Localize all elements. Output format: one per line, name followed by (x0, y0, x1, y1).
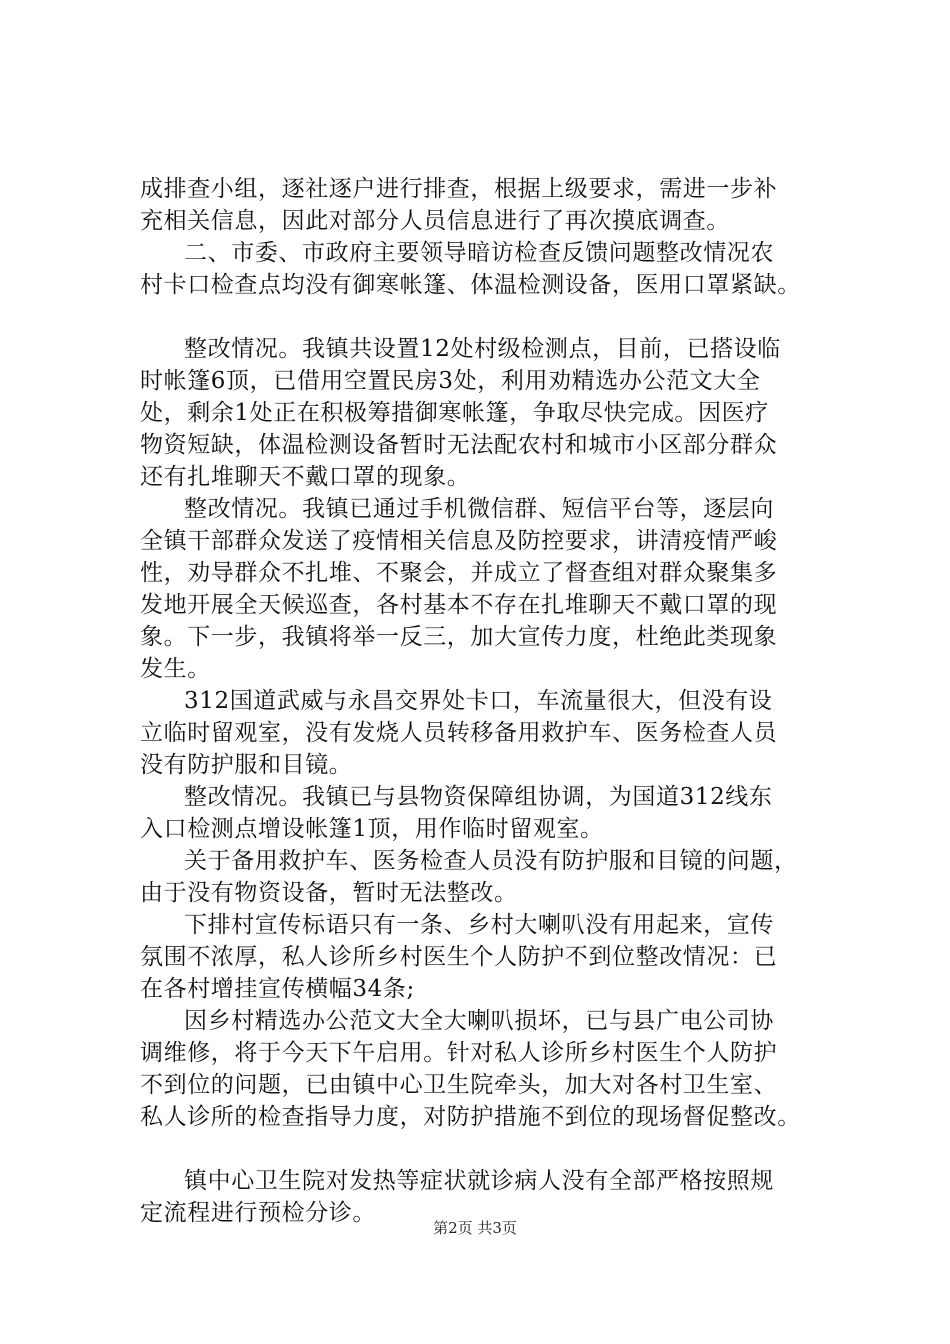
text-line: 全镇干部群众发送了疫情相关信息及防控要求，讲清疫情严峻 (140, 528, 778, 554)
text-line: 不到位的问题，已由镇中心卫生院牵头，加大对各村卫生室、 (140, 1072, 778, 1098)
paragraph-gap (140, 1133, 852, 1165)
page-number-footer: 第2页 共3页 (433, 1219, 517, 1237)
text-line: 处，剩余1处正在积极筹措御寒帐篷，争取尽快完成。因医疗 (140, 400, 769, 426)
paragraph-gap (140, 301, 852, 333)
text-line: 关于备用救护车、医务检查人员没有防护服和目镜的问题， (184, 848, 798, 874)
text-line: 村卡口检查点均没有御寒帐篷、体温检测设备，医用口罩紧缺。 (140, 272, 801, 298)
text-line: 还有扎堆聊天不戴口罩的现象。 (140, 464, 471, 490)
text-line: 因乡村精选办公范文大全大喇叭损坏，已与县广电公司协 (184, 1008, 774, 1034)
text-line: 成排查小组，逐社逐户进行排查，根据上级要求，需进一步补 (140, 176, 778, 202)
text-line: 充相关信息，因此对部分人员信息进行了再次摸底调查。 (140, 208, 730, 234)
text-line: 整改情况。我镇已与县物资保障组协调，为国道312线东 (184, 784, 773, 810)
text-line: 象。下一步，我镇将举一反三，加大宣传力度，杜绝此类现象 (140, 624, 778, 650)
text-line: 二、市委、市政府主要领导暗访检查反馈问题整改情况农 (184, 240, 774, 266)
text-line: 物资短缺，体温检测设备暂时无法配农村和城市小区部分群众 (140, 432, 778, 458)
text-line: 氛围不浓厚，私人诊所乡村医生个人防护不到位整改情况：已 (140, 944, 778, 970)
text-line: 在各村增挂宣传横幅34条; (140, 976, 415, 1002)
text-line: 私人诊所的检查指导力度，对防护措施不到位的现场督促整改。 (140, 1104, 801, 1130)
text-line: 312国道武威与永昌交界处卡口，车流量很大，但没有设 (184, 688, 773, 714)
document-body (140, 173, 852, 1229)
text-line: 立临时留观室，没有发烧人员转移备用救护车、医务检查人员 (140, 720, 778, 746)
text-line: 性，劝导群众不扎堆、不聚会，并成立了督查组对群众聚集多 (140, 560, 778, 586)
text-line: 没有防护服和目镜。 (140, 752, 353, 778)
text-line: 由于没有物资设备，暂时无法整改。 (140, 880, 518, 906)
text-line: 调维修，将于今天下午启用。针对私人诊所乡村医生个人防护 (140, 1040, 778, 1066)
text-line: 整改情况。我镇共设置12处村级检测点，目前，已搭设临 (184, 336, 781, 362)
text-line: 时帐篷6顶，已借用空置民房3处，利用劝精选办公范文大全 (140, 368, 761, 394)
text-line: 镇中心卫生院对发热等症状就诊病人没有全部严格按照规 (184, 1168, 774, 1194)
text-line: 下排村宣传标语只有一条、乡村大喇叭没有用起来，宣传 (184, 912, 774, 938)
text-line: 整改情况。我镇已通过手机微信群、短信平台等，逐层向 (184, 496, 774, 522)
text-line: 发生。 (140, 656, 211, 682)
text-line: 发地开展全天候巡查，各村基本不存在扎堆聊天不戴口罩的现 (140, 592, 778, 618)
text-line: 入口检测点增设帐篷1顶，用作临时留观室。 (140, 816, 604, 842)
text-line: 定流程进行预检分诊。 (140, 1200, 376, 1226)
